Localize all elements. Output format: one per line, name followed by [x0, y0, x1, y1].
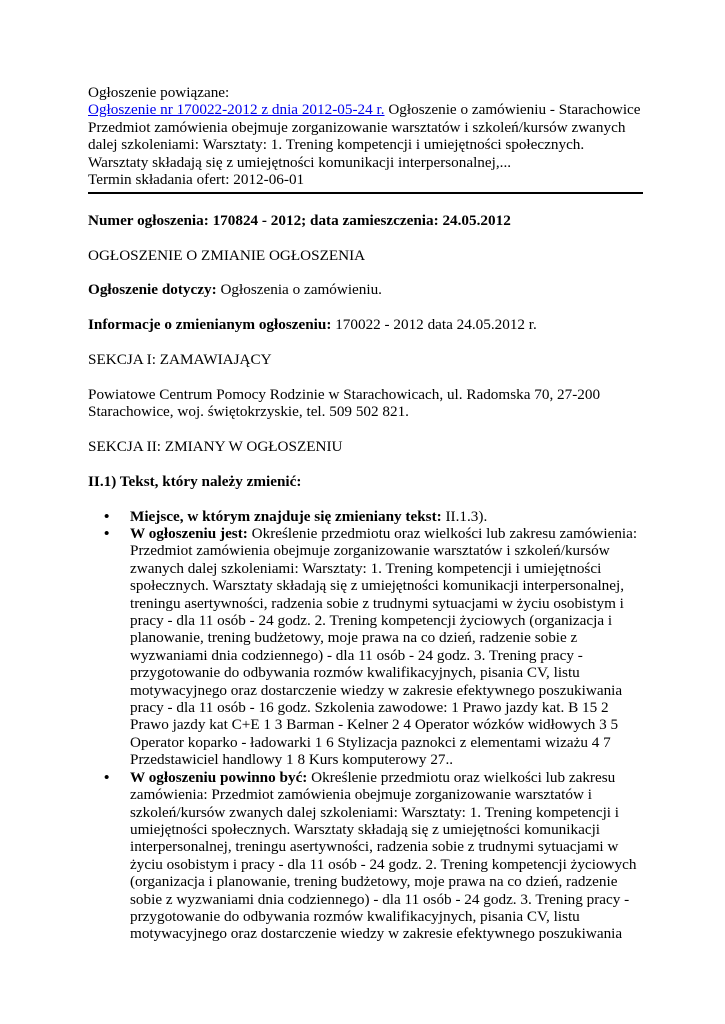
- change-location-value: II.1.3).: [441, 507, 488, 525]
- current-text-label: W ogłoszeniu jest:: [130, 525, 248, 543]
- list-item: [104, 525, 643, 769]
- new-text-value: Określenie przedmiotu oraz wielkości lub zakresu zamówienia: Przedmiot zamówienia obejmuje zorganizowanie warsztatów i szkoleń/kursów zwanych dalej szkoleniami: Warsztaty: 1. Trening kompetencji i umiejętności społecznych. Warsztaty składają się z umiejętności komunikacji interpersonalnej, treningu asertywności, radzenia sobie z trudnymi sytuacjami w życiu osobistym i pracy - dla 11 osób - 24 godz. 2. Trening kompetencji życiowych (organizacja i planowanie, trening budżetowy, moje prawa na co dzień, radzenie sobie z wyzwaniami dnia codziennego) - dla 11 osób - 24 godz. 3. Trening pracy - przygotowanie do odbywania rozmów kwalifikacyjnych, pisania CV, listu motywacyjnego oraz dostarczenie wiedzy w zakresie efektywnego poszukiwania: [130, 768, 637, 943]
- list-item: [104, 507, 643, 525]
- section2-title: SEKCJA II: ZMIANY W OGŁOSZENIU: [88, 438, 343, 456]
- contracting-authority-address: Powiatowe Centrum Pomocy Rodzinie w Starachowicach, ul. Radomska 70, 27-200 Starachowice, woj. świętokrzyskie, tel. 509 502 821.: [88, 385, 601, 421]
- related-notice-block: [88, 84, 643, 188]
- notice-concerns: [88, 281, 643, 298]
- change-location-label: Miejsce, w którym znajduje się zmieniany tekst:: [130, 507, 442, 525]
- changed-notice-info: [88, 316, 643, 333]
- changes-list: [88, 508, 643, 943]
- changed-notice-info-value: 170022 - 2012 data 24.05.2012 r.: [331, 316, 537, 334]
- related-heading: Ogłoszenie powiązane:: [88, 84, 230, 101]
- current-text-value: Określenie przedmiotu oraz wielkości lub zakresu zamówienia: Przedmiot zamówienia obejmuje zorganizowanie warsztatów i szkoleń/kursów zwanych dalej szkoleniami: Warsztaty: 1. Trening kompetencji i umiejętności społecznych. Warsztaty składają się z umiejętności komunikacji interpersonalnej, treningu asertywności, radzenia sobie z trudnymi sytuacjami w życiu osobistym i pracy - dla 11 osób - 24 godz. 2. Trening kompetencji życiowych (organizacja i planowanie, trening budżetowy, moje prawa na co dzień, radzenie sobie z wyzwaniami dnia codziennego) - dla 11 osób - 24 godz. 3. Trening pracy - przygotowanie do odbywania rozmów kwalifikacyjnych, pisania CV, listu motywacyjnego oraz dostarczenie wiedzy w zakresie efektywnego poszukiwania pracy - dla 11 osób - 16 godz. Szkolenia zawodowe: 1 Prawo jazdy kat. B 15 2 Prawo jazdy kat C+E 1 3 Barman - Kelner 2 4 Operator wózków widłowych 3 5 Operator koparko - ładowarki 1 6 Stylizacja paznokci z elementami wizażu 4 7 Przedstawiciel handlowy 1 8 Kurs komputerowy 27..: [130, 525, 638, 769]
- section2-subtitle: II.1) Tekst, który należy zmienić:: [88, 472, 302, 490]
- notice-type: OGŁOSZENIE O ZMIANIE OGŁOSZENIA: [88, 246, 366, 264]
- new-text-label: W ogłoszeniu powinno być:: [130, 768, 308, 786]
- related-notice-link[interactable]: Ogłoszenie nr 170022-2012 z dnia 2012-05-24 r.: [88, 101, 385, 119]
- bullet-icon: •: [104, 507, 110, 525]
- offer-deadline: Termin składania ofert: 2012-06-01: [88, 171, 305, 189]
- bullet-icon: •: [104, 768, 110, 786]
- notice-concerns-label: Ogłoszenie dotyczy:: [88, 281, 217, 299]
- list-item: [104, 768, 643, 943]
- notice-number: Numer ogłoszenia: 170824 - 2012; data zamieszczenia: 24.05.2012: [88, 211, 511, 229]
- related-description-text: Ogłoszenie o zamówieniu - Starachowice Przedmiot zamówienia obejmuje zorganizowanie warsztatów i szkoleń/kursów zwanych dalej szkoleniami: Warsztaty: 1. Trening kompetencji i umiejętności społecznych. Warsztaty składają się z umiejętności komunikacji interpersonalnej,...: [88, 101, 641, 171]
- document-page: [88, 84, 643, 943]
- section1-title: SEKCJA I: ZAMAWIAJĄCY: [88, 351, 272, 369]
- changed-notice-info-label: Informacje o zmienianym ogłoszeniu:: [88, 316, 332, 334]
- notice-concerns-value: Ogłoszenia o zamówieniu.: [216, 281, 382, 299]
- bullet-icon: •: [104, 525, 110, 543]
- related-description: [88, 101, 643, 171]
